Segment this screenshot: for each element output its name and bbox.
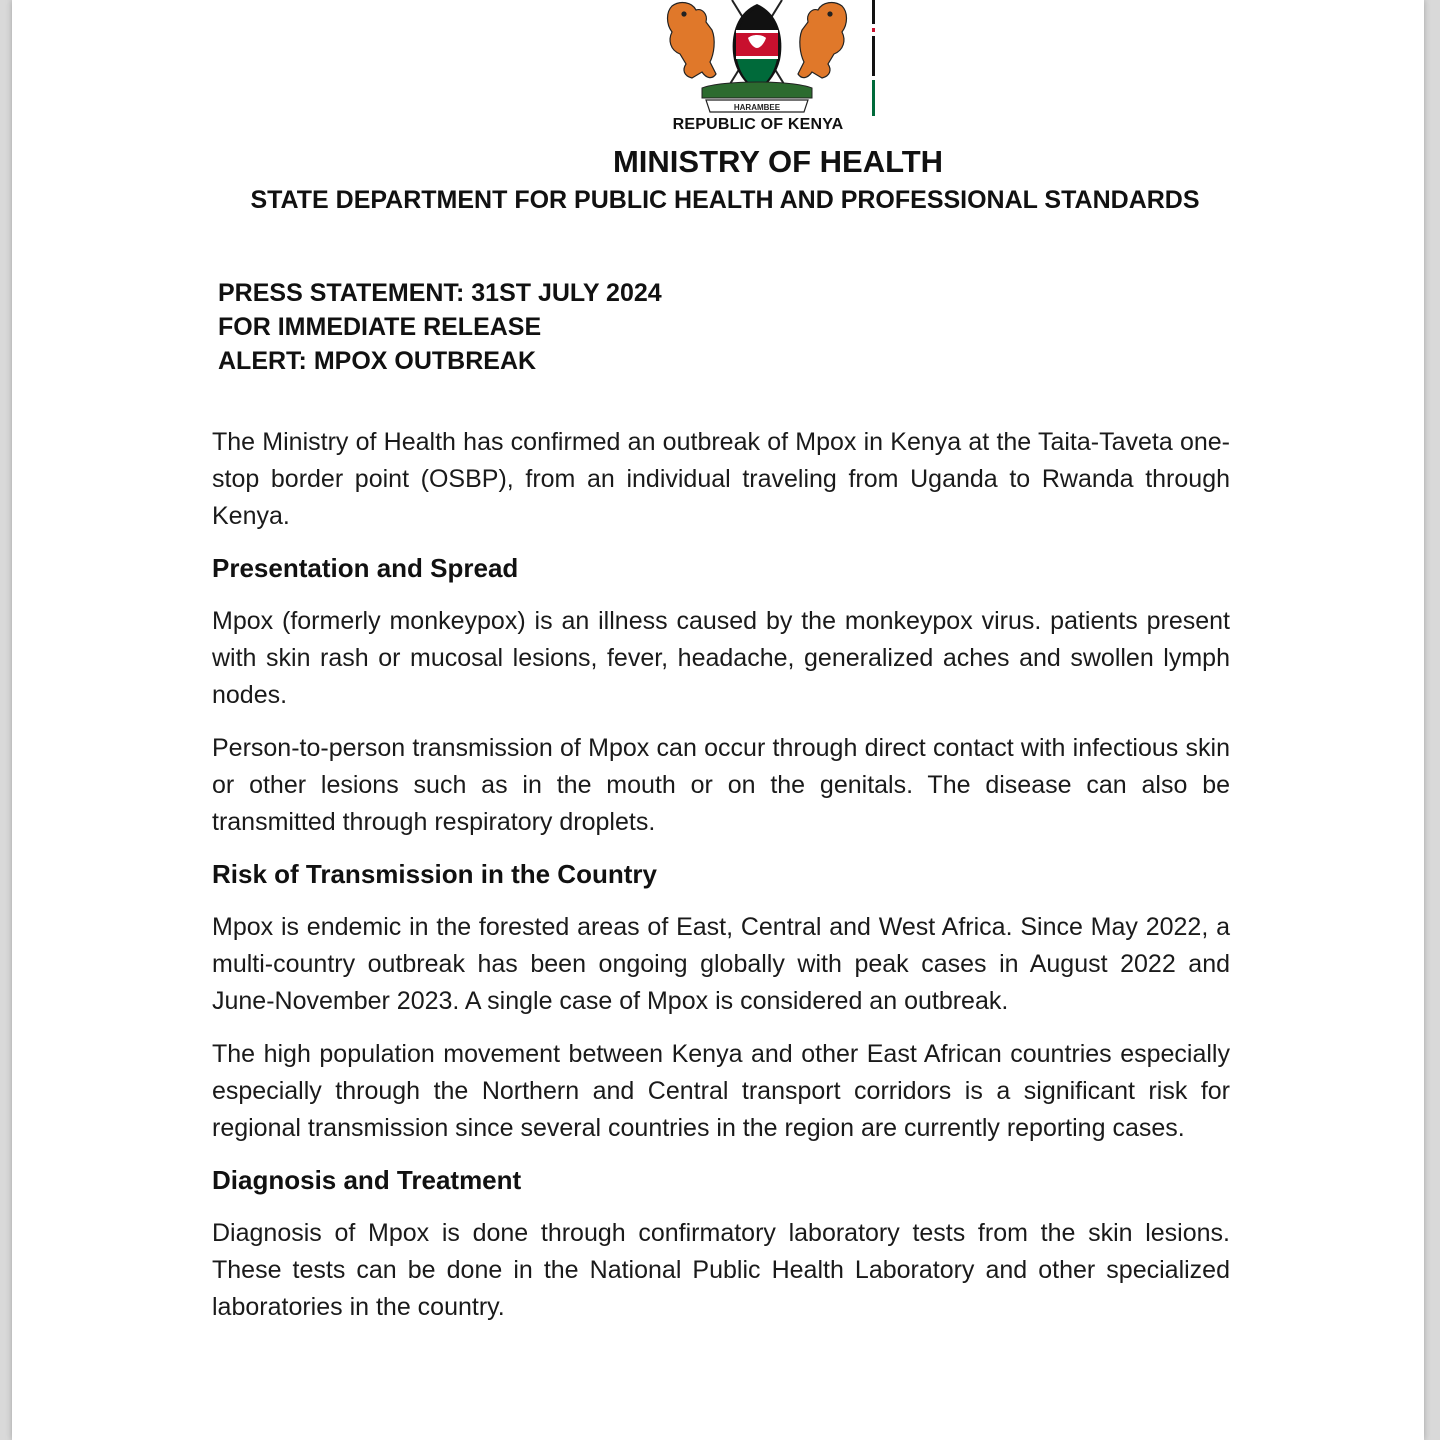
paragraph-presentation-2: Person-to-person transmission of Mpox can occur through direct contact with infectious skin or other lesions such as in the mouth or on the genitals. The disease can also be transmitted through respiratory droplets. [212,734,1230,836]
section-heading-diagnosis: Diagnosis and Treatment [212,1165,522,1195]
shield [733,4,782,92]
left-lion [668,3,717,78]
paragraph-presentation-1: Mpox (formerly monkeypox) is an illness caused by the monkeypox virus. patients present with skin rash or mucosal lesions, fever, headache, generalized aches and swollen lymph nodes. [212,607,1230,709]
alert-line: ALERT: MPOX OUTBREAK [218,347,537,375]
intro-paragraph: The Ministry of Health has confirmed an outbreak of Mpox in Kenya at the Taita-Taveta one-stop border point (OSBP), from an individual traveling from Uganda to Rwanda through Kenya. [212,428,1230,530]
ministry-title: MINISTRY OF HEALTH [612,144,944,179]
paragraph-diagnosis-1: Diagnosis of Mpox is done through confirmatory laboratory tests from the skin lesions. These tests can be done in the National Public Health Laboratory and other specialized laboratories in the country. [212,1219,1230,1321]
statement-body [212,424,1230,1342]
svg-text:HARAMBEE: HARAMBEE [733,103,781,112]
paragraph-risk-1: Mpox is endemic in the forested areas of East, Central and West Africa. Since May 2022, a multi-country outbreak has been ongoing globally with peak cases in August 2022 and June-November 2023. A single case of Mpox is considered an outbreak. [212,913,1230,1015]
flag-divider-line [871,0,877,116]
republic-label: REPUBLIC OF KENYA [672,116,844,133]
release-line: FOR IMMEDIATE RELEASE [218,313,542,341]
department-title: STATE DEPARTMENT FOR PUBLIC HEALTH AND PROFESSIONAL STANDARDS [250,186,1200,214]
section-heading-presentation: Presentation and Spread [212,553,519,583]
kenya-coat-of-arms-icon [662,0,852,118]
section-heading-risk: Risk of Transmission in the Country [212,859,657,889]
document-page [12,0,1424,1440]
press-date-line: PRESS STATEMENT: 31ST JULY 2024 [218,279,662,307]
paragraph-risk-2: The high population movement between Kenya and other East African countries especially especially through the Northern and Central transport corridors is a significant risk for regional transmission since several countries in the region are currently reporting cases. [212,1040,1230,1142]
right-lion [798,3,847,78]
press-block [218,276,662,378]
